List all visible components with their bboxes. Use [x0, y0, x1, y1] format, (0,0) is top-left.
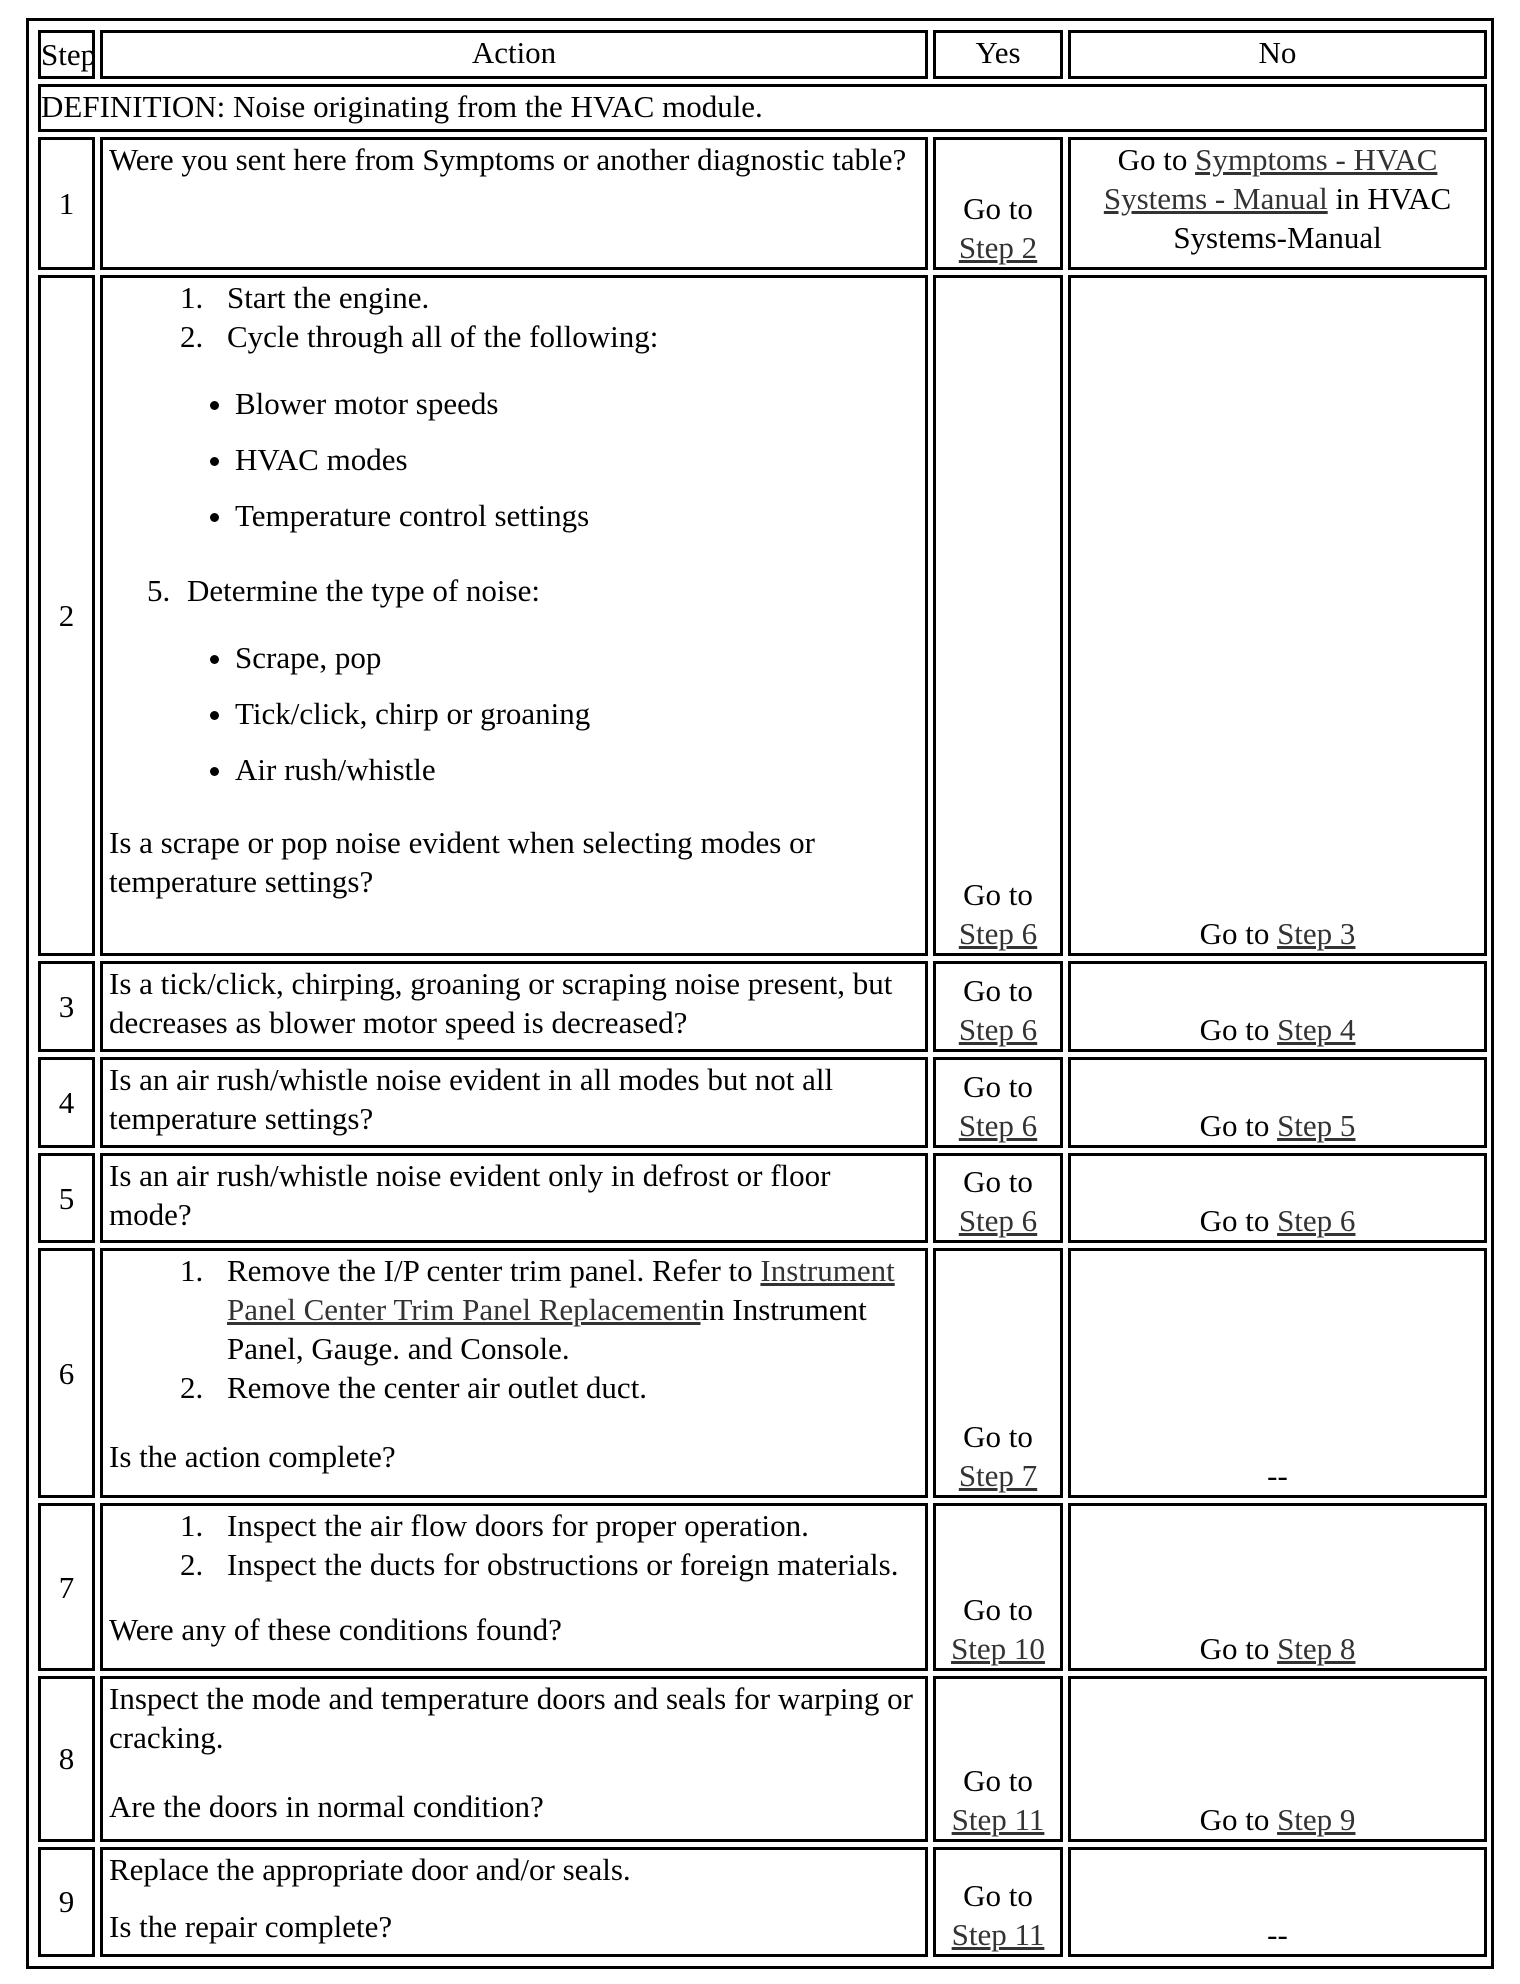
table-row — [38, 1248, 1487, 1498]
action-list — [109, 1251, 919, 1407]
table-row — [38, 961, 1487, 1052]
step-link[interactable]: Step 11 — [951, 1917, 1045, 1952]
step-link[interactable]: Step 4 — [1277, 1011, 1356, 1047]
step-link[interactable]: Step 6 — [958, 1107, 1038, 1143]
step-link[interactable]: Step 10 — [951, 1631, 1045, 1667]
goto-text: Go to — [1199, 915, 1270, 951]
goto-text: Go to — [963, 191, 1033, 227]
action-cell — [100, 1676, 928, 1842]
goto-text: Go to — [963, 1419, 1033, 1455]
no-cell — [1068, 137, 1487, 270]
bullet-item: • Scrape, pop — [235, 638, 919, 677]
no-cell — [1068, 1676, 1487, 1842]
action-cell — [100, 1057, 928, 1148]
bullet-item: • Blower motor speeds — [235, 384, 919, 423]
header-no: No — [1068, 30, 1487, 79]
step-link[interactable]: Step 11 — [951, 1801, 1045, 1837]
question-text: Are the doors in normal condition? — [109, 1789, 544, 1825]
question-text: Were you sent here from Symptoms or another diagnostic table? — [109, 142, 907, 178]
yes-cell — [933, 1847, 1063, 1957]
diagnostic-table — [33, 25, 1492, 1962]
step-number: 6 — [38, 1248, 95, 1498]
no-cell — [1068, 1503, 1487, 1671]
table-row — [38, 137, 1487, 270]
definition-row — [38, 84, 1487, 133]
yes-cell — [933, 961, 1063, 1052]
step-link[interactable]: Step 7 — [958, 1458, 1038, 1494]
header-step: Step — [38, 30, 95, 79]
list-item: 2. Remove the center air outlet duct. — [211, 1368, 919, 1407]
goto-text: Go to — [963, 1164, 1033, 1200]
goto-text: Go to — [963, 972, 1033, 1008]
no-value: -- — [1267, 1917, 1288, 1952]
yes-cell — [933, 1676, 1063, 1842]
no-value: -- — [1267, 1458, 1288, 1494]
list-item-5 — [109, 571, 919, 610]
step-link[interactable]: Step 6 — [958, 915, 1038, 951]
action-cell — [100, 1847, 928, 1957]
step-link[interactable]: Step 6 — [1277, 1203, 1356, 1239]
step-link[interactable]: Step 2 — [958, 230, 1038, 266]
action-cell — [100, 275, 928, 955]
goto-text: Go to — [963, 1068, 1033, 1104]
no-cell — [1068, 275, 1487, 955]
goto-text: Go to — [963, 876, 1033, 912]
step-number: 8 — [38, 1676, 95, 1842]
no-cell — [1068, 1847, 1487, 1957]
list-item-number: 5. — [147, 573, 171, 609]
bullet-list — [109, 384, 919, 535]
goto-text: Go to — [1117, 142, 1188, 178]
header-action: Action — [100, 30, 928, 79]
definition-text: DEFINITION: Noise originating from the HVAC module. — [38, 84, 1487, 133]
no-cell — [1068, 1248, 1487, 1498]
action-cell — [100, 961, 928, 1052]
question-text: Is an air rush/whistle noise evident only in defrost or floor mode? — [109, 1157, 831, 1232]
step-number: 7 — [38, 1503, 95, 1671]
step-number: 3 — [38, 961, 95, 1052]
yes-cell — [933, 275, 1063, 955]
question-text: Is an air rush/whistle noise evident in all modes but not all temperature settings? — [109, 1061, 834, 1136]
table-row — [38, 275, 1487, 955]
step-number: 5 — [38, 1153, 95, 1244]
question-text: Is a scrape or pop noise evident when selecting modes or temperature settings? — [109, 825, 815, 900]
action-cell — [100, 1248, 928, 1498]
goto-text: Go to — [963, 1592, 1033, 1628]
bullet-item: • Tick/click, chirp or groaning — [235, 694, 919, 733]
header-row — [38, 30, 1487, 79]
table-row — [38, 1153, 1487, 1244]
bullet-item: • Temperature control settings — [235, 496, 919, 535]
yes-cell — [933, 1153, 1063, 1244]
step-link[interactable]: Step 6 — [958, 1203, 1038, 1239]
table-row — [38, 1676, 1487, 1842]
list-item: 2. Cycle through all of the following: — [211, 317, 919, 356]
question-text: Is the repair complete? — [109, 1908, 393, 1944]
action-text: Replace the appropriate door and/or seals. — [109, 1851, 631, 1887]
list-item: 1. Inspect the air flow doors for proper operation. — [211, 1506, 919, 1545]
yes-cell — [933, 1057, 1063, 1148]
action-list — [109, 278, 919, 356]
question-text: Is a tick/click, chirping, groaning or scraping noise present, but decreases as blower motor speed is decreased? — [109, 965, 893, 1040]
yes-cell — [933, 137, 1063, 270]
goto-text: Go to — [1199, 1107, 1270, 1143]
step-number: 9 — [38, 1847, 95, 1957]
table-row — [38, 1057, 1487, 1148]
table-row — [38, 1847, 1487, 1957]
goto-text: Go to — [1199, 1801, 1270, 1837]
action-list — [109, 1506, 919, 1584]
action-cell — [100, 1153, 928, 1244]
step-number: 1 — [38, 137, 95, 270]
header-yes: Yes — [933, 30, 1063, 79]
step-link[interactable]: Step 9 — [1277, 1801, 1356, 1837]
goto-text: Go to — [1199, 1011, 1270, 1047]
step-number: 4 — [38, 1057, 95, 1148]
goto-text: Go to — [1199, 1203, 1270, 1239]
goto-text: Go to — [1199, 1631, 1270, 1667]
step-link[interactable]: Step 3 — [1277, 915, 1356, 951]
list-item: 1. Start the engine. — [211, 278, 919, 317]
yes-cell — [933, 1248, 1063, 1498]
trim-panel-link[interactable]: Instrument Panel Center Trim Panel Replacement — [227, 1253, 895, 1328]
list-item-text: Remove the I/P center trim panel. Refer to — [227, 1253, 753, 1289]
action-text: Inspect the mode and temperature doors and seals for warping or cracking. — [109, 1681, 914, 1756]
list-item: Determine the type of noise: — [187, 573, 540, 609]
no-cell — [1068, 961, 1487, 1052]
step-link[interactable]: Step 6 — [958, 1011, 1038, 1047]
bullet-item: • Air rush/whistle — [235, 750, 919, 789]
manual-text: in HVAC Systems-Manual — [1173, 181, 1452, 256]
action-cell — [100, 1503, 928, 1671]
no-cell — [1068, 1057, 1487, 1148]
list-item-text: in Instrument Panel, Gauge. and Console. — [227, 1292, 867, 1367]
yes-cell — [933, 1503, 1063, 1671]
bullet-list — [109, 638, 919, 789]
step-link[interactable]: Step 5 — [1277, 1107, 1356, 1143]
question-text: Is the action complete? — [109, 1439, 396, 1475]
symptoms-link[interactable]: Symptoms - HVAC Systems - Manual — [1103, 142, 1438, 217]
goto-text: Go to — [963, 1878, 1033, 1913]
step-link[interactable]: Step 8 — [1277, 1631, 1356, 1667]
goto-text: Go to — [963, 1762, 1033, 1798]
no-cell — [1068, 1153, 1487, 1244]
list-item — [211, 1251, 919, 1368]
diagnostic-table-frame — [26, 18, 1494, 1969]
table-row — [38, 1503, 1487, 1671]
step-number: 2 — [38, 275, 95, 955]
bullet-item: • HVAC modes — [235, 440, 919, 479]
action-cell — [100, 137, 928, 270]
list-item: 2. Inspect the ducts for obstructions or foreign materials. — [211, 1545, 919, 1584]
question-text: Were any of these conditions found? — [109, 1612, 562, 1648]
